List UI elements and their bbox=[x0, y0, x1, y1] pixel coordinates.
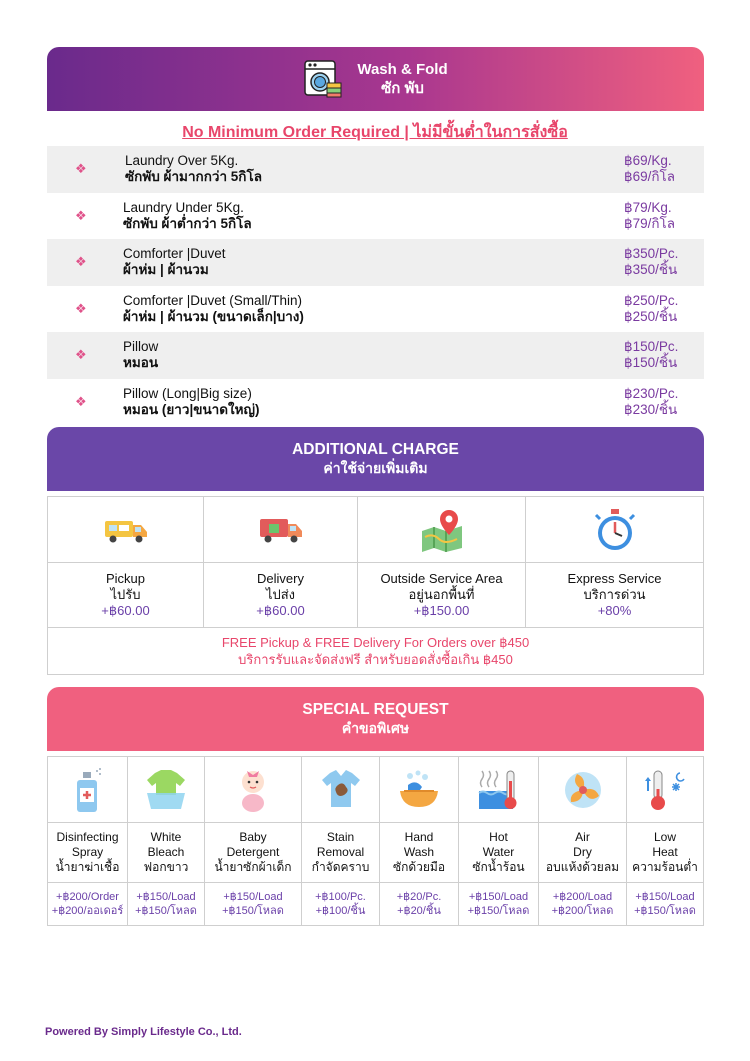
special-title-th: คำขอพิเศษ bbox=[341, 720, 410, 736]
bullet-icon: ❖ bbox=[75, 254, 87, 270]
special-label-line2: Dry bbox=[573, 845, 592, 859]
special-item-price bbox=[539, 883, 627, 925]
special-price-en: +฿20/Pc. bbox=[396, 891, 442, 903]
item-price-en: ฿69/Kg. bbox=[624, 153, 672, 169]
wash-fold-header bbox=[47, 47, 704, 111]
special-item-price bbox=[627, 883, 703, 925]
delivery-truck-icon bbox=[258, 515, 304, 545]
charge-name-th: อยู่นอกพื้นที่ bbox=[408, 587, 475, 602]
special-item-price bbox=[302, 883, 380, 925]
charge-amount: +฿60.00 bbox=[101, 603, 150, 618]
spray-bottle-icon bbox=[73, 766, 103, 814]
special-label-line2: Water bbox=[482, 845, 515, 859]
special-price-en: +฿150/Load bbox=[468, 891, 529, 903]
special-label-th: อบแห้งด้วยลม bbox=[545, 860, 620, 874]
item-price-en: ฿150/Pc. bbox=[624, 339, 679, 355]
bullet-icon: ❖ bbox=[75, 161, 87, 177]
baby-icon bbox=[233, 767, 273, 813]
charge-name-th: บริการด่วน bbox=[583, 587, 646, 602]
bleach-shirt-icon bbox=[143, 767, 189, 813]
special-price-en: +฿150/Load bbox=[136, 891, 196, 903]
item-price-th: ฿250/ชิ้น bbox=[624, 308, 678, 324]
special-item-label bbox=[302, 823, 380, 882]
special-label-th: ซักน้ำร้อน bbox=[472, 860, 525, 874]
special-label-line1: Low bbox=[653, 830, 676, 844]
special-label-line1: Hand bbox=[404, 830, 434, 844]
special-label-line1: Hot bbox=[489, 830, 508, 844]
pickup-van-icon bbox=[103, 515, 149, 545]
outside-area-cell bbox=[358, 563, 526, 627]
special-label-th: น้ำยาฆ่าเชื้อ bbox=[55, 860, 120, 874]
item-name-en: Laundry Under 5Kg. bbox=[123, 199, 244, 215]
charge-name-en: Pickup bbox=[105, 571, 146, 586]
pickup-cell bbox=[48, 563, 204, 627]
special-label-line1: Baby bbox=[239, 830, 267, 844]
bullet-icon: ❖ bbox=[75, 300, 87, 316]
item-price-th: ฿350/ชิ้น bbox=[624, 262, 678, 278]
charge-name-th: ไปส่ง bbox=[265, 587, 296, 602]
item-name-en: Pillow bbox=[123, 339, 159, 355]
special-price-th: +฿200/ออเดอร์ bbox=[51, 905, 124, 917]
item-name-th: ผ้าห่ม | ผ้านวม bbox=[123, 262, 209, 278]
special-label-line2: Spray bbox=[71, 845, 104, 859]
charge-amount: +฿60.00 bbox=[256, 603, 305, 618]
special-price-en: +฿100/Pc. bbox=[315, 891, 366, 903]
special-price-en: +฿150/Load bbox=[635, 891, 695, 903]
charge-amount: +฿150.00 bbox=[413, 603, 470, 618]
delivery-cell bbox=[204, 563, 358, 627]
special-label-line2: Detergent bbox=[226, 845, 280, 859]
special-item-label bbox=[205, 823, 302, 882]
special-item-label bbox=[380, 823, 459, 882]
special-label-line1: Air bbox=[575, 830, 590, 844]
price-row bbox=[47, 379, 704, 426]
free-delivery-note-th: บริการรับและจัดส่งฟรี สำหรับยอดสั่งซื้อเกิน ฿450 bbox=[238, 652, 513, 667]
price-row bbox=[47, 146, 704, 193]
header-title-th: ซัก พับ bbox=[381, 80, 424, 97]
special-item-price bbox=[205, 883, 302, 925]
item-price-th: ฿150/ชิ้น bbox=[624, 355, 678, 371]
special-item-label bbox=[627, 823, 703, 882]
header-title-en: Wash & Fold bbox=[357, 61, 448, 78]
special-request-header bbox=[47, 687, 704, 751]
item-name-en: Comforter |Duvet bbox=[123, 246, 226, 262]
special-label-line1: White bbox=[150, 830, 182, 844]
special-label-th: ความร้อนต่ำ bbox=[632, 860, 698, 874]
washing-machine-icon bbox=[303, 59, 343, 99]
item-price-en: ฿230/Pc. bbox=[624, 385, 679, 401]
express-service-cell bbox=[526, 563, 703, 627]
item-name-th: ซักพับ ผ้าต่ำกว่า 5กิโล bbox=[123, 215, 252, 231]
special-price-th: +฿150/โหลด bbox=[634, 905, 696, 917]
special-item-price bbox=[128, 883, 205, 925]
item-price-en: ฿250/Pc. bbox=[624, 292, 679, 308]
special-price-en: +฿150/Load bbox=[223, 891, 283, 903]
special-price-th: +฿20/ชิ้น bbox=[397, 905, 441, 917]
additional-title-th: ค่าใช้จ่ายเพิ่มเติม bbox=[323, 460, 428, 476]
free-delivery-note bbox=[48, 628, 703, 674]
price-row bbox=[47, 332, 704, 379]
additional-charge-table bbox=[47, 496, 704, 675]
price-row bbox=[47, 239, 704, 286]
special-label-line2: Removal bbox=[316, 845, 365, 859]
charge-name-en: Outside Service Area bbox=[380, 571, 503, 586]
map-pin-icon bbox=[419, 507, 465, 553]
special-price-th: +฿150/โหลด bbox=[222, 905, 284, 917]
item-price-th: ฿230/ชิ้น bbox=[624, 401, 678, 417]
special-item-price bbox=[48, 883, 128, 925]
special-price-th: +฿150/โหลด bbox=[135, 905, 197, 917]
special-price-en: +฿200/Order bbox=[56, 891, 119, 903]
hand-wash-icon bbox=[396, 767, 442, 813]
special-label-line2: Heat bbox=[652, 845, 678, 859]
special-label-line1: Disinfecting bbox=[56, 830, 119, 844]
special-label-line2: Wash bbox=[403, 845, 435, 859]
bullet-icon: ❖ bbox=[75, 393, 87, 409]
item-name-th: ซักพับ ผ้ามากกว่า 5กิโล bbox=[125, 169, 262, 185]
special-item-label bbox=[459, 823, 539, 882]
charge-name-th: ไปรับ bbox=[110, 587, 141, 602]
special-title-en: SPECIAL REQUEST bbox=[302, 701, 449, 718]
footer-credit: Powered By Simply Lifestyle Co., Ltd. bbox=[45, 1026, 242, 1038]
free-delivery-note-en: FREE Pickup & FREE Delivery For Orders over ฿450 bbox=[221, 635, 530, 650]
charge-amount: +80% bbox=[597, 603, 632, 618]
special-price-th: +฿100/ชิ้น bbox=[315, 905, 366, 917]
stopwatch-icon bbox=[594, 507, 636, 553]
special-price-th: +฿150/โหลด bbox=[467, 905, 530, 917]
special-price-th: +฿200/โหลด bbox=[551, 905, 614, 917]
bullet-icon: ❖ bbox=[75, 347, 87, 363]
additional-charge-header bbox=[47, 427, 704, 491]
special-request-table bbox=[47, 756, 704, 926]
special-price-en: +฿200/Load bbox=[552, 891, 613, 903]
stained-shirt-icon bbox=[318, 767, 364, 813]
special-label-th: ฟอกขาว bbox=[143, 860, 189, 874]
item-name-en: Pillow (Long|Big size) bbox=[123, 385, 252, 401]
item-name-th: หมอน (ยาว|ขนาดใหญ่) bbox=[123, 401, 260, 417]
special-item-label bbox=[539, 823, 627, 882]
charge-name-en: Express Service bbox=[567, 571, 662, 586]
special-item-price bbox=[459, 883, 539, 925]
no-minimum-notice: No Minimum Order Required | ไม่มีขั้นต่ำในการสั่งซื้อ bbox=[182, 124, 568, 141]
special-item-label bbox=[128, 823, 205, 882]
charge-name-en: Delivery bbox=[257, 571, 304, 586]
hot-water-icon bbox=[476, 767, 522, 813]
low-heat-icon bbox=[642, 767, 688, 813]
price-row bbox=[47, 193, 704, 240]
price-row bbox=[47, 286, 704, 333]
fan-icon bbox=[560, 767, 606, 813]
additional-title-en: ADDITIONAL CHARGE bbox=[292, 441, 459, 458]
item-name-en: Laundry Over 5Kg. bbox=[125, 153, 239, 169]
item-name-en: Comforter |Duvet (Small/Thin) bbox=[123, 292, 303, 308]
special-label-line1: Stain bbox=[326, 830, 355, 844]
item-price-en: ฿79/Kg. bbox=[624, 199, 672, 215]
item-name-th: ผ้าห่ม | ผ้านวม (ขนาดเล็ก|บาง) bbox=[123, 308, 304, 324]
item-price-en: ฿350/Pc. bbox=[624, 246, 679, 262]
special-item-price bbox=[380, 883, 459, 925]
special-item-label bbox=[48, 823, 128, 882]
bullet-icon: ❖ bbox=[75, 207, 87, 223]
special-label-th: กำจัดคราบ bbox=[311, 860, 370, 874]
special-label-line2: Bleach bbox=[147, 845, 185, 859]
special-label-th: น้ำยาซักผ้าเด็ก bbox=[214, 860, 292, 874]
special-label-th: ซักด้วยมือ bbox=[392, 860, 446, 874]
item-price-th: ฿79/กิโล bbox=[624, 215, 676, 231]
item-name-th: หมอน bbox=[123, 355, 159, 371]
price-list bbox=[47, 146, 704, 425]
item-price-th: ฿69/กิโล bbox=[624, 169, 676, 185]
